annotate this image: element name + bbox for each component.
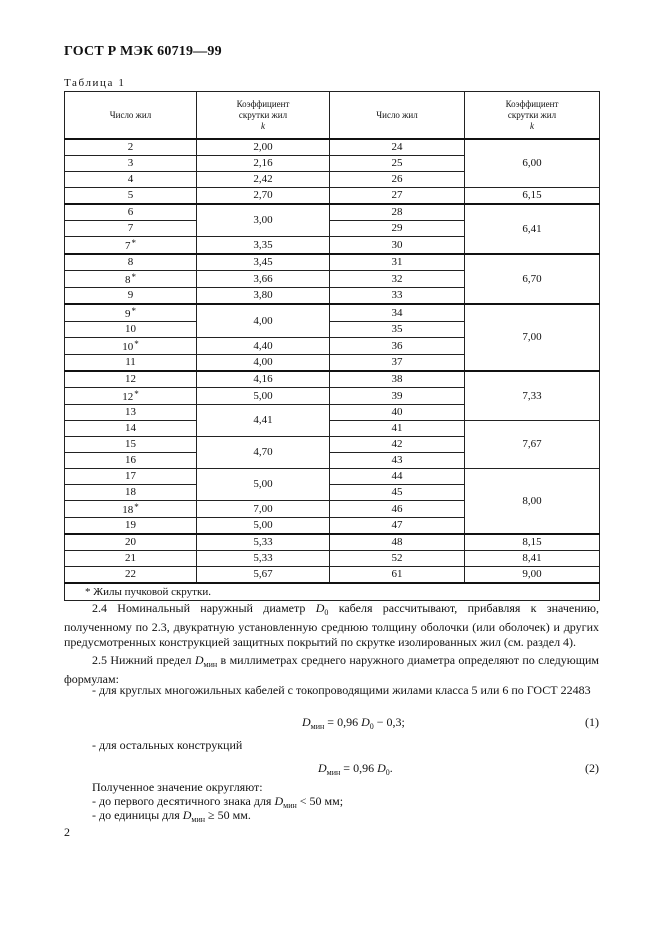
table-row [65,254,600,271]
cell-core-count: 31 [330,254,465,271]
cell-core-count: 17 [65,469,197,485]
cell-core-count: 52 [330,551,465,567]
table-row [65,188,600,205]
page-number: 2 [64,825,70,839]
cell-coefficient: 9,00 [465,567,600,584]
cell-core-count: 24 [330,139,465,156]
cell-coefficient: 4,70 [197,437,330,469]
cell-coefficient: 4,40 [197,338,330,355]
table-row [65,551,600,567]
cell-core-count: 30 [330,237,465,255]
cell-core-count: 45 [330,485,465,501]
cell-core-count: 18 [65,485,197,501]
cell-core-count: 6 [65,204,197,221]
cell-core-count: 20 [65,534,197,551]
cell-core-count: 21 [65,551,197,567]
cell-coefficient: 6,15 [465,188,600,205]
cell-core-count: 35 [330,322,465,338]
cell-coefficient: 7,67 [465,421,600,469]
cell-core-count: 25 [330,156,465,172]
cell-coefficient: 6,41 [465,204,600,254]
cell-core-count: 19 [65,518,197,535]
list-item-other: - для остальных конструкций [92,738,243,752]
document-header: ГОСТ Р МЭК 60719—99 [64,44,222,59]
cell-coefficient: 6,70 [465,254,600,304]
cell-coefficient: 7,00 [465,304,600,371]
cell-core-count: 46 [330,501,465,518]
cell-core-count: 33 [330,288,465,305]
cell-core-count: 48 [330,534,465,551]
table-row [65,204,600,221]
cell-core-count: 10* [65,338,197,355]
table-row [65,469,600,485]
table-footnote-row [65,583,600,601]
rounding-rule-1: - до первого десятичного знака для $D_{мин} < 50$ мм; [92,794,344,810]
table-row [65,567,600,584]
rounding-intro: Полученное значение округляют: [92,780,263,794]
paragraph-2-4: 2.4 Номинальный наружный диаметр $D_0$ кабеля рассчитывают, прибавляя к значению, полученному по 2.3, двукратную установленную среднюю толщину оболочки (или оболочек) и других предусмотренных конструкцией защитных покрытий по скрутке изолированных жил (см. раздел 4). [64,601,600,649]
cell-core-count: 16 [65,453,197,469]
rounding-rule-2: - до единицы для $D_{мин} \ge 50$ мм. [92,808,251,824]
cell-core-count: 37 [330,355,465,372]
cell-coefficient: 7,33 [465,371,600,421]
table-row [65,421,600,437]
formula-1-number: (1) [585,715,599,729]
cell-coefficient: 3,66 [197,271,330,288]
paragraph-2-5: 2.5 Нижний предел $D_{мин}$ в миллиметрах среднего наружного диаметра определяют по следующим формулам: [64,653,599,686]
cell-coefficient: 2,00 [197,139,330,156]
header-coef-left: Коэффициент скрутки жил k [197,92,330,140]
cell-coefficient: 8,15 [465,534,600,551]
cell-coefficient: 5,67 [197,567,330,584]
cell-core-count: 2 [65,139,197,156]
cell-coefficient: 8,41 [465,551,600,567]
cell-core-count: 61 [330,567,465,584]
cell-coefficient: 4,41 [197,405,330,437]
cell-core-count: 8* [65,271,197,288]
cell-coefficient: 5,00 [197,469,330,501]
table-caption: Таблица 1 [64,77,126,89]
cell-core-count: 22 [65,567,197,584]
table-row [65,371,600,388]
cell-core-count: 9 [65,288,197,305]
table-footnote: * Жилы пучковой скрутки. [65,583,600,601]
cell-core-count: 32 [330,271,465,288]
cell-core-count: 3 [65,156,197,172]
header-count-left: Число жил [65,92,197,140]
cell-coefficient: 5,00 [197,518,330,535]
cell-core-count: 39 [330,388,465,405]
cable-coefficient-table [64,91,600,601]
cell-core-count: 36 [330,338,465,355]
cell-coefficient: 3,00 [197,204,330,237]
cell-coefficient: 6,00 [465,139,600,188]
cell-core-count: 44 [330,469,465,485]
cell-core-count: 29 [330,221,465,237]
list-item-round-cables: - для круглых многожильных кабелей с токопроводящими жилами класса 5 или 6 по ГОСТ 22483 [92,683,591,697]
cell-core-count: 13 [65,405,197,421]
formula-1: $D_{мин} = 0,96$ $D_0 - 0,3$; [302,715,405,731]
cell-core-count: 9* [65,304,197,322]
cell-coefficient: 3,45 [197,254,330,271]
header-count-right: Число жил [330,92,465,140]
cell-core-count: 7* [65,237,197,255]
cell-core-count: 5 [65,188,197,205]
formula-2: $D_{мин} = 0,96$ $D_0$. [318,761,393,777]
table-header-row [65,92,600,140]
formula-2-number: (2) [585,761,599,775]
cell-core-count: 10 [65,322,197,338]
cell-core-count: 34 [330,304,465,322]
cell-coefficient: 8,00 [465,469,600,535]
cell-core-count: 26 [330,172,465,188]
cell-core-count: 11 [65,355,197,372]
cell-coefficient: 5,33 [197,551,330,567]
cell-coefficient: 5,33 [197,534,330,551]
cell-coefficient: 5,00 [197,388,330,405]
cell-core-count: 27 [330,188,465,205]
cell-core-count: 12 [65,371,197,388]
cell-coefficient: 2,42 [197,172,330,188]
cell-core-count: 40 [330,405,465,421]
header-coef-right: Коэффициент скрутки жил k [465,92,600,140]
cell-coefficient: 2,16 [197,156,330,172]
cell-core-count: 14 [65,421,197,437]
cell-core-count: 15 [65,437,197,453]
cell-coefficient: 3,35 [197,237,330,255]
cell-core-count: 18* [65,501,197,518]
cell-core-count: 12* [65,388,197,405]
cell-core-count: 42 [330,437,465,453]
cell-core-count: 8 [65,254,197,271]
cell-coefficient: 4,00 [197,304,330,338]
cell-core-count: 41 [330,421,465,437]
cell-core-count: 43 [330,453,465,469]
cell-coefficient: 4,16 [197,371,330,388]
cell-coefficient: 4,00 [197,355,330,372]
table-row [65,304,600,322]
cell-coefficient: 7,00 [197,501,330,518]
table-row [65,534,600,551]
cell-coefficient: 3,80 [197,288,330,305]
table-row [65,139,600,156]
cell-core-count: 38 [330,371,465,388]
cell-core-count: 47 [330,518,465,535]
cell-core-count: 4 [65,172,197,188]
cell-coefficient: 2,70 [197,188,330,205]
cell-core-count: 7 [65,221,197,237]
cell-core-count: 28 [330,204,465,221]
